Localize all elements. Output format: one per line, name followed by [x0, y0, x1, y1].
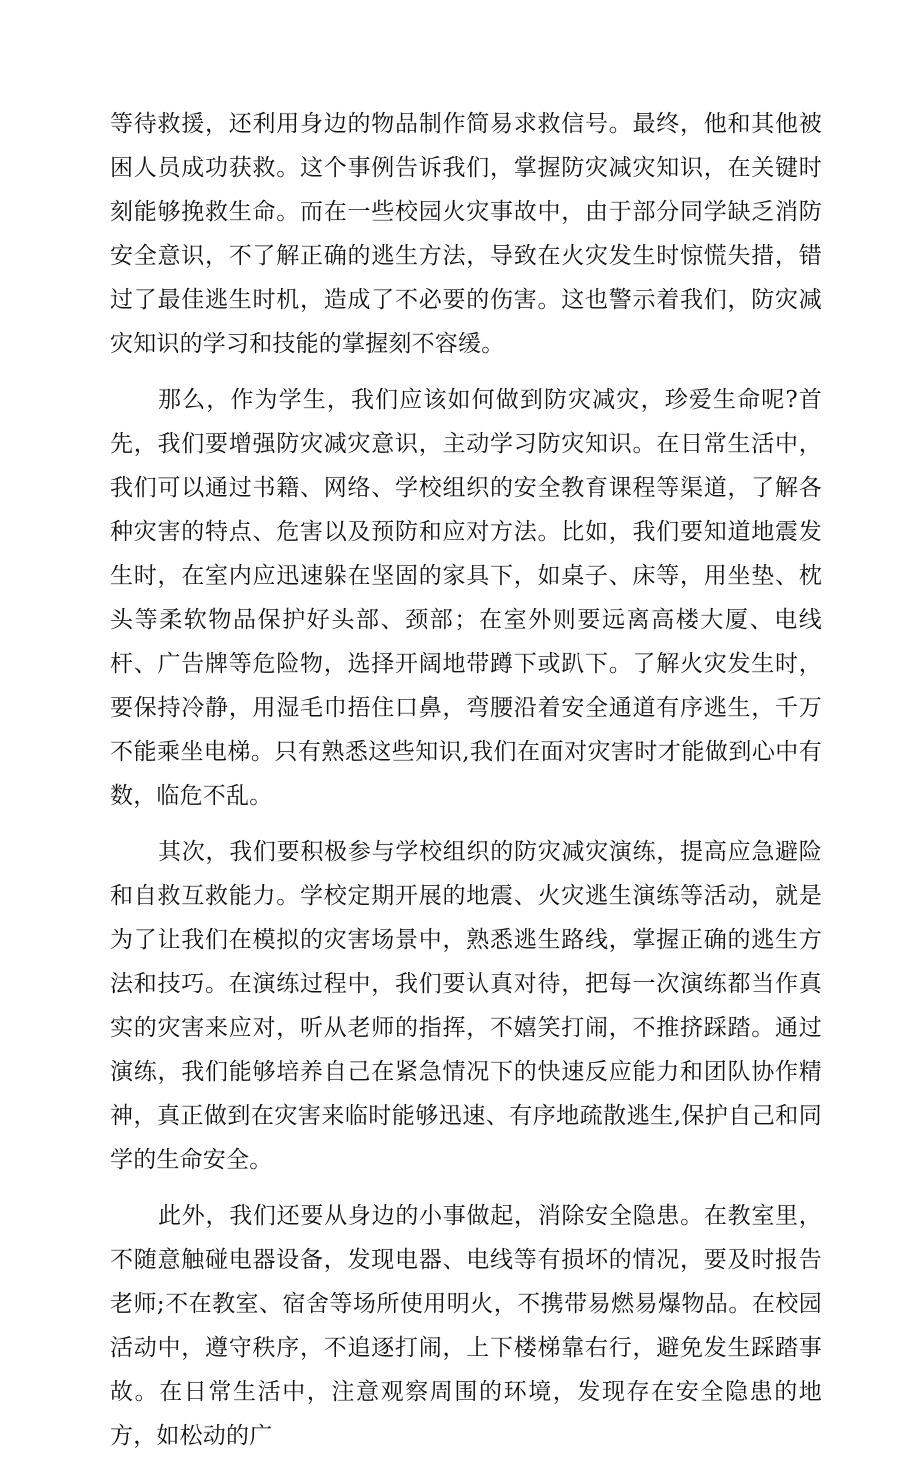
paragraph-continuation: 等待救援，还利用身边的物品制作简易求救信号。最终，他和其他被困人员成功获救。这个事例告诉我们，掌握防灾减灾知识，在关键时刻能够挽救生命。而在一些校园火灾事故中，由于部分同学缺乏消防安全意识，不了解正确的逃生方法，导致在火灾发生时惊慌失措，错过了最佳逃生时机，造成了不必要的伤害。这也警示着我们，防灾减灾知识的学习和技能的掌握刻不容缓。	[110, 111, 822, 357]
paragraph-eliminate-hazards: 此外，我们还要从身边的小事做起，消除安全隐患。在教室里，不随意触碰电器设备，发现电器、电线等有损坏的情况，要及时报告老师;不在教室、宿舍等场所使用明火，不携带易燃易爆物品。在校园活动中，遵守秩序，不追逐打闹，上下楼梯靠右行，避免发生踩踏事故。在日常生活中，注意观察周围的环境，发现存在安全隐患的地方，如松动的广	[110, 1203, 822, 1449]
document-body	[110, 102, 822, 1458]
paragraph-how-to-prevent: 那么，作为学生，我们应该如何做到防灾减灾，珍爱生命呢?首先，我们要增强防灾减灾意识，主动学习防灾知识。在日常生活中，我们可以通过书籍、网络、学校组织的安全教育课程等渠道，了解各种灾害的特点、危害以及预防和应对方法。比如，我们要知道地震发生时，在室内应迅速躲在坚固的家具下，如桌子、床等，用坐垫、枕头等柔软物品保护好头部、颈部；在室外则要远离高楼大厦、电线杆、广告牌等危险物，选择开阔地带蹲下或趴下。了解火灾发生时，要保持冷静，用湿毛巾捂住口鼻，弯腰沿着安全通道有序逃生，千万不能乘坐电梯。只有熟悉这些知识,我们在面对灾害时才能做到心中有数，临危不乱。	[110, 387, 822, 809]
paragraph-drills: 其次，我们要积极参与学校组织的防灾减灾演练，提高应急避险和自救互救能力。学校定期开展的地震、火灾逃生演练等活动，就是为了让我们在模拟的灾害场景中，熟悉逃生路线，掌握正确的逃生方法和技巧。在演练过程中，我们要认真对待，把每一次演练都当作真实的灾害来应对，听从老师的指挥，不嬉笑打闹，不推挤踩踏。通过演练，我们能够培养自己在紧急情况下的快速反应能力和团队协作精神，真正做到在灾害来临时能够迅速、有序地疏散逃生,保护自己和同学的生命安全。	[110, 839, 822, 1173]
